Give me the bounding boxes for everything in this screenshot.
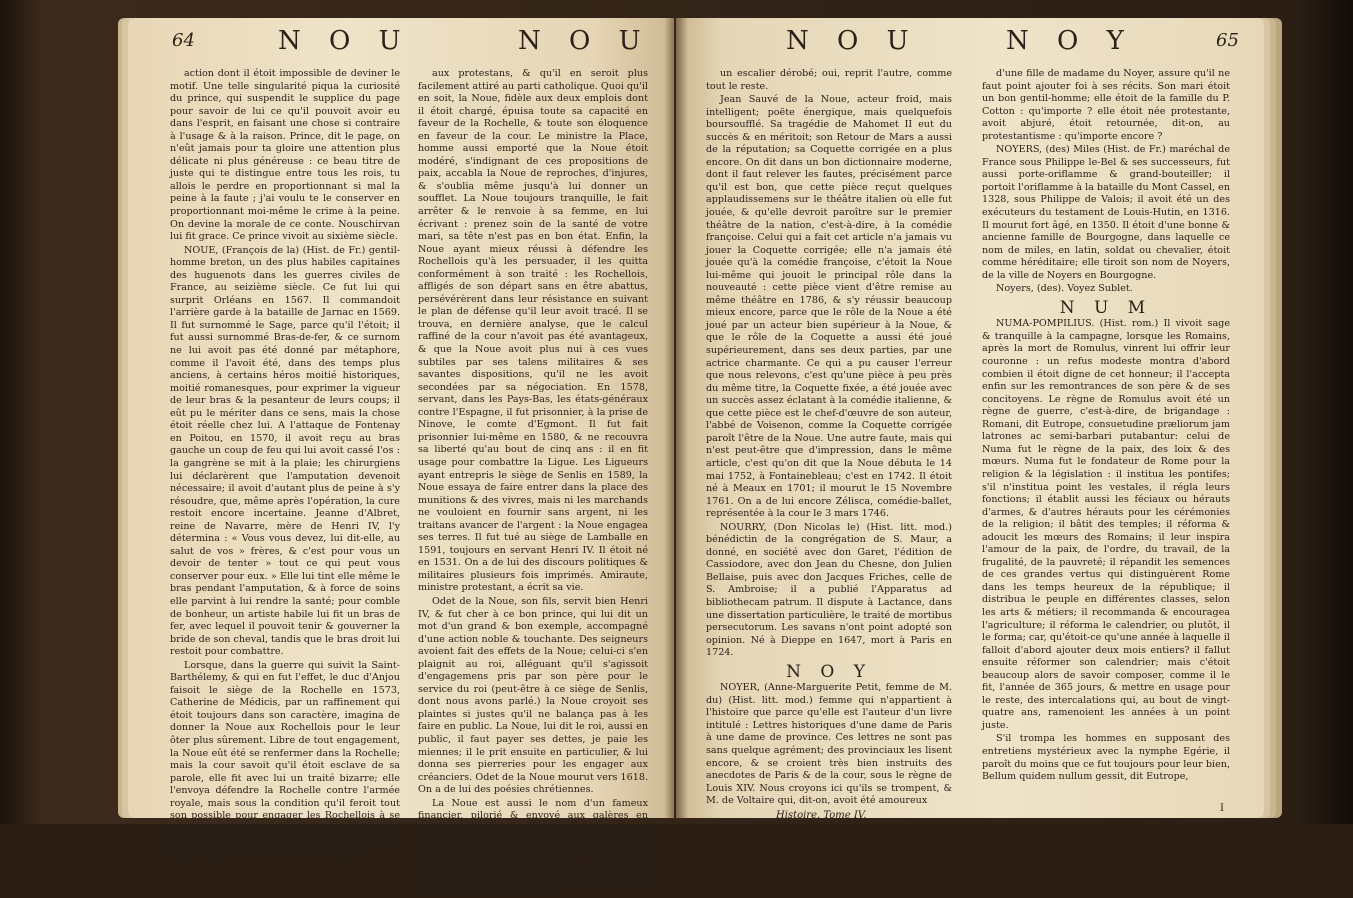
running-head-label: N O U: [518, 26, 651, 56]
text-column: [418, 68, 648, 897]
paragraph: d'une fille de madame du Noyer, assure qu'il ne faut point ajouter foi à ses récits. Son mari étoit un bon gentil-homme; elle étoit de la famille du P. Cotton : qu'importe ? elle étoit née protestante, avoit abjuré, étoit retournée, dit-on, au protestantisme : qu'importe encore ?: [982, 68, 1230, 142]
running-head-label: N O U: [278, 26, 411, 56]
left-running-head: [128, 26, 674, 60]
section-heading: N U M: [1059, 297, 1153, 318]
paragraph: S'il trompa les hommes en supposant des entretiens mystérieux avec la nymphe Egérie, il paroît du moins que ce fut toujours pour leur bien, Bellum quidem nullum gessit, dit Eutrope,: [982, 733, 1230, 783]
running-head-label: N O U: [786, 26, 919, 56]
right-running-head: [676, 26, 1264, 60]
paragraph: Jean Sauvé de la Noue, acteur froid, mais intelligent; poëte énergique, mais quelquefois boursoufflé. Sa tragédie de Mahomet II eut du succès & en méritoit; son Retour de Mars a aussi de la réputation; sa Coquette corrigée en a plus encore. On dit dans un bon dictionnaire moderne, dont il faut relever les fautes, précisément parce qu'il est bon, que cette pièce reçut quelques applaudissemens sur le théâtre italien où elle fut jouée, & qu'elle devroit paroître sur le premier théâtre de la nation, c'est-à-dire, à la comédie françoise. Celui qui a fait cet article n'a jamais vu jouer la Coquette corrigée; elle n'a jamais été jouée qu'à la comédie françoise, c'étoit la Noue lui-même qui jouoit le principal rôle dans la nouveauté : cette pièce vient d'être remise au même théâtre en 1786, & s'y réussir beaucoup mieux encore, parce que le rôle de la Noue a été joué par un acteur bien supérieur à la Noue, & que le rôle de la Coquette a aussi été joué supérieurement, dans ses deux parties, par une actrice charmante. Ce qui a pu causer l'erreur que nous relevons, c'est qu'une pièce à peu près du même titre, la Coquette fixée, a été jouée avec un succès assez éclatant à la comédie italienne, & que cette pièce est le chef-d'œuvre de son auteur, l'abbé de Voisenon, comme la Coquette corrigée paroît l'être de la Noue. Une autre faute, mais qui n'est peut-être que d'impression, dans le même article, c'est qu'on dit que la Noue débuta le 14 mai 1752, à Fontainebleau; c'est en 1742. Il étoit né à Meaux en 1701; il mourut le 15 Novembre 1761. On a de lui encore Zélisca, comédie-ballet, représentée à la cour le 3 mars 1746.: [706, 94, 952, 520]
running-head-label: N O Y: [1006, 26, 1134, 56]
paragraph: action dont il étoit impossible de deviner le motif. Une telle singularité piqua la curiosité du prince, qui suspendit le supplice du page pour savoir de lui ce qu'il pouvoit avoir eu dans l'esprit, en faisant une chose si contraire à l'usage & à la raison. Prince, dit le page, on n'eût jamais pour ta gloire une attention plus délicate ni plus généreuse : ce beau titre de juste qui te distingue entre tous les rois, tu allois le perdre en proportionnant si mal la peine à la faute ; j'ai voulu te le conserver en proportionnant moi-même le crime à la peine. On devine la morale de ce conte. Nouschirvan lui fit grace. Ce prince vivoit au sixième siècle.: [170, 68, 400, 243]
paragraph: Noyers, (des). Voyez Sublet.: [996, 283, 1133, 295]
page-footer: Histoire. Tome IV.: [776, 809, 867, 821]
paragraph: NOUE, (François de la) (Hist. de Fr.) gentil-homme breton, un des plus habiles capitaines des huguenots dans les guerres civiles de France, au seizième siècle. Ce fut lui qui surprit Orléans en 1567. Il commandoit l'arrière garde à la bataille de Jarnac en 1569. Il fut surnommé le Sage, parce qu'il l'étoit; il fut aussi surnommé Bras-de-fer, & ce surnom ne lui avoit pas été donné par métaphore, comme il l'avoit été, dans des temps plus anciens, à certains héros moitié historiques, moitié romanesques, pour exprimer la vigueur de leur bras & la pesanteur de leurs coups; il eût pu le mériter dans ce sens, mais la chose étoit réelle chez lui. A l'attaque de Fontenay en Poitou, en 1570, il avoit reçu au bras gauche un coup de feu qui lui avoit cassé l'os : la gangrène se mit à la plaie; les chirurgiens lui déclarèrent que l'amputation devenoit nécessaire; il avoit d'autant plus de peine à s'y résoudre, que, même après l'opération, la cure restoit encore incertaine. Jeanne d'Albret, reine de Navarre, mère de Henri IV, l'y détermina : « Vous vous devez, lui dit-elle, au salut de vos » frères, & c'est pour vous un devoir de tenter » tout ce qui peut vous conserver pour eux. » Elle lui tint elle même le bras pendant l'amputation, & à force de soins elle parvint à lui rendre la santé; pour comble de bonheur, un artiste habile lui fit un bras de fer, avec lequel il pouvoit tenir & gouverner la bride de son cheval, tandis que le bras droit lui restoit pour combattre.: [170, 244, 400, 658]
book-gutter: [664, 18, 688, 818]
text-column: [170, 68, 400, 859]
page-number: 65: [1216, 30, 1239, 51]
text-column: [706, 68, 952, 821]
paragraph: un escalier dérobé; oui, reprit l'autre, comme tout le reste.: [706, 68, 952, 92]
signature-mark: I: [1220, 803, 1224, 814]
right-page: [676, 18, 1264, 821]
paragraph: aux protestans, & qu'il en seroit plus facilement attiré au parti catholique. Quoi qu'il en soit, la Noue, fidèle aux deux emplois dont il étoit chargé, épuisa toute sa capacité en faveur de la Rochelle, & toute son éloquence en faveur de la cour. Le ministre la Place, homme aussi emporté que la Noue étoit modéré, s'indignant de ces propositions de paix, accabla la Noue de reproches, d'injures, & s'oublia même jusqu'à lui donner un soufflet. La Noue toujours tranquille, le fait arrêter & le renvoie à sa femme, en lui écrivant : prenez soin de la santé de votre mari, sa tête n'est pas en bon état. Enfin, la Noue ayant mieux réussi à défendre les Rochellois qu'à les persuader, il les quitta conformément à son traité : les Rochellois, affligés de son départ sans en être abattus, persévérèrent dans leur résistance en suivant le plan de défense qu'il leur avoit tracé. Il se trouva, en dernière analyse, que le calcul raffiné de la cour n'avoit pas été avantageux, & que la Noue avoit plus nui à ces vues subtiles par ses talens militaires & ses savantes dispositions, qu'il ne les avoit secondées par sa négociation. En 1578, servant, dans les Pays-Bas, les états-généraux contre l'Espagne, il fut prisonnier, à la prise de Ninove, le comte d'Egmont. Il fut fait prisonnier lui-même en 1580, & ne recouvra sa liberté qu'au bout de cinq ans : il en fit usage pour combattre la Ligue. Les Ligueurs ayant entrepris le siège de Senlis en 1589, la Noue essaya de faire entrer dans la place des munitions & des vivres, mais ni les marchands ne vouloient en fournir sans argent, ni les traitans avancer de l'argent : la Noue engagea ses terres. Il fut tué au siège de Lamballe en 1591, toujours en servant Henri IV. Il étoit né en 1531. On a de lui des discours politiques & militaires plusieurs fois imprimés. Amiraute, ministre protestant, a écrit sa vie.: [418, 68, 648, 594]
text-column: [982, 68, 1230, 804]
paragraph: NOYERS, (des) Miles (Hist. de Fr.) maréchal de France sous Philippe le-Bel & ses successeurs, fut aussi porte-oriflamme & grand-bouteiller; il portoit l'oriflamme à la bataille du Mont Cassel, en 1328, sous Philippe de Valois; il avoit été un des exécuteurs du testament de Louis-Hutin, en 1316. Il mourut fort âgé, en 1350. Il étoit d'une bonne & ancienne famille de Bourgogne, dans laquelle ce nom de miles, en latin, soldat ou chevalier, étoit comme héréditaire; elle tiroit son nom de Noyers, de la ville de Noyers en Bourgogne.: [982, 144, 1230, 281]
paragraph: NUMA-POMPILIUS. (Hist. rom.) Il vivoit sage & tranquille à la campagne, lorsque les Romains, après la mort de Romulus, vinrent lui offrir leur couronne : un refus modeste montra d'abord combien il étoit digne de cet honneur; il l'accepta enfin sur les remontrances de son père & de ses concitoyens. Le règne de Romulus avoit été un règne de guerre, c'est-à-dire, de brigandage : Romani, dit Eutrope, consuetudine præliorum jam latrones ac semi-barbari putabantur: celui de Numa fut le règne de la paix, des loix & des mœurs. Numa fut le fondateur de Rome pour la religion & la législation : il institua les pontifes; s'il n'institua point les vestales, il régla leurs fonctions; il établit aussi les féciaux ou hérauts d'armes, & d'autres hérauts pour les cérémonies de la religion; il bâtit des temples; il réforma & adoucit les mœurs des Romains; il leur inspira l'amour de la paix, de l'ordre, du travail, de la frugalité, de la pauvreté; il répandit les semences de ces grandes vertus qui distinguèrent Rome dans les temps heureux de la république; il distribua le peuple en différentes classes, selon les arts & métiers; il recommanda & encouragea l'agriculture; il réforma le calendrier, ou plutôt, il le forma; car, qu'étoit-ce qu'une année à laquelle il falloit d'abord ajouter deux mois entiers? il fallut ensuite réformer son calendrier; mais c'étoit beaucoup alors de savoir composer, comme il le fit, l'année de 365 jours, & mettre en usage pour le reste, des intercalations qui, au bout de vingt-quatre ans, ramenoient les années à un point juste.: [982, 318, 1230, 731]
paragraph: Odet de la Noue, son fils, servit bien Henri IV, & fut cher à ce bon prince, qui lui dit un mot d'un grand & bon exemple, accompagné d'une action noble & touchante. Des seigneurs avoient fait des effets de la Noue; celui-ci s'en plaignit au roi, alléguant qu'il s'agissoit d'engagemens pris par son père pour le service du roi (peut-être à ce siège de Senlis, dont nous avons parlé.) la Noue croyoit ses plaintes si justes qu'il ne balança pas à les faire en public. La Noue, lui dit le roi, aussi en public, il faut payer ses dettes, je paie les miennes; il le prit ensuite en particulier, & lui donna ses pierreries pour les engager aux créanciers. Odet de la Noue mourut vers 1618. On a de lui des poésies chrétiennes.: [418, 595, 648, 796]
left-page: [128, 18, 674, 897]
paragraph: NOYER, (Anne-Marguerite Petit, femme de M. du) (Hist. litt. mod.) femme qui n'appartient à l'histoire que parce qu'elle est l'auteur d'un livre intitulé : Lettres historiques d'une dame de Paris à une dame de province. Ces lettres ne sont pas sans quelque agrément; des provinciaux les lisent encore, & se croient très bien instruits des anecdotes de Paris & de la cour, sous le règne de Louis XIV. Nous croyons ici qu'ils se trompent, & M. de Voltaire qui, dit-on, avoit été amoureux: [706, 682, 952, 807]
paragraph: La Noue est aussi le nom d'un fameux financier, pilorié & envoyé aux galères en 1705. Son fils avoit blessé les yeux du public; un palais qu'il avoit bâti étoit devenu dans Paris un grand objet de curiosité. Quelqu'un qui vouloit tout voir, appercevant une porte qu'on n'ouvroit pas, demanda ce que c'étoit, on lui répondit que c'étoit un: [418, 797, 648, 897]
paragraph: Lorsque, dans la guerre qui suivit la Saint-Barthélemy, & qui en fut l'effet, le duc d'Anjou faisoit le siège de la Rochelle en 1573, Catherine de Médicis, par un raffinement qui étoit toujours dans son caractère, imagina de donner la Noue aux Rochellois pour le leur ôter plus sûrement. Libre de tout engagement, la Noue eût été se renfermer dans la Rochelle; mais la cour savoit qu'il étoit esclave de sa parole, elle fit avec lui un traité bizarre; elle l'envoya défendre la Rochelle contre l'armée royale, mais sous la condition qu'il feroit tout son possible pour engager les Rochellois à se rendre, & qu'il les abandonneroit s'il ne pouvoit y réussir. La cour avoit sans doute espéré que la Noue deviendroit suspect: [170, 659, 400, 859]
paragraph: NOURRY, (Don Nicolas le) (Hist. litt. mod.) bénédictin de la congrégation de S. Maur, a donné, en société avec don Garet, l'édition de Cassiodore, avec don Jean du Chesne, don Julien Bellaise, puis avec don Jacques Friches, celle de S. Ambroise; il a publié l'Apparatus ad bibliothecam patrum. Il dispute à Lactance, dans une dissertation particulière, le traité de mortibus persecutorum. Les savans n'ont point adopté son opinion. Né à Dieppe en 1647, mort à Paris en 1724.: [706, 521, 952, 659]
page-number: 64: [172, 30, 195, 51]
section-heading: N O Y: [786, 661, 872, 682]
